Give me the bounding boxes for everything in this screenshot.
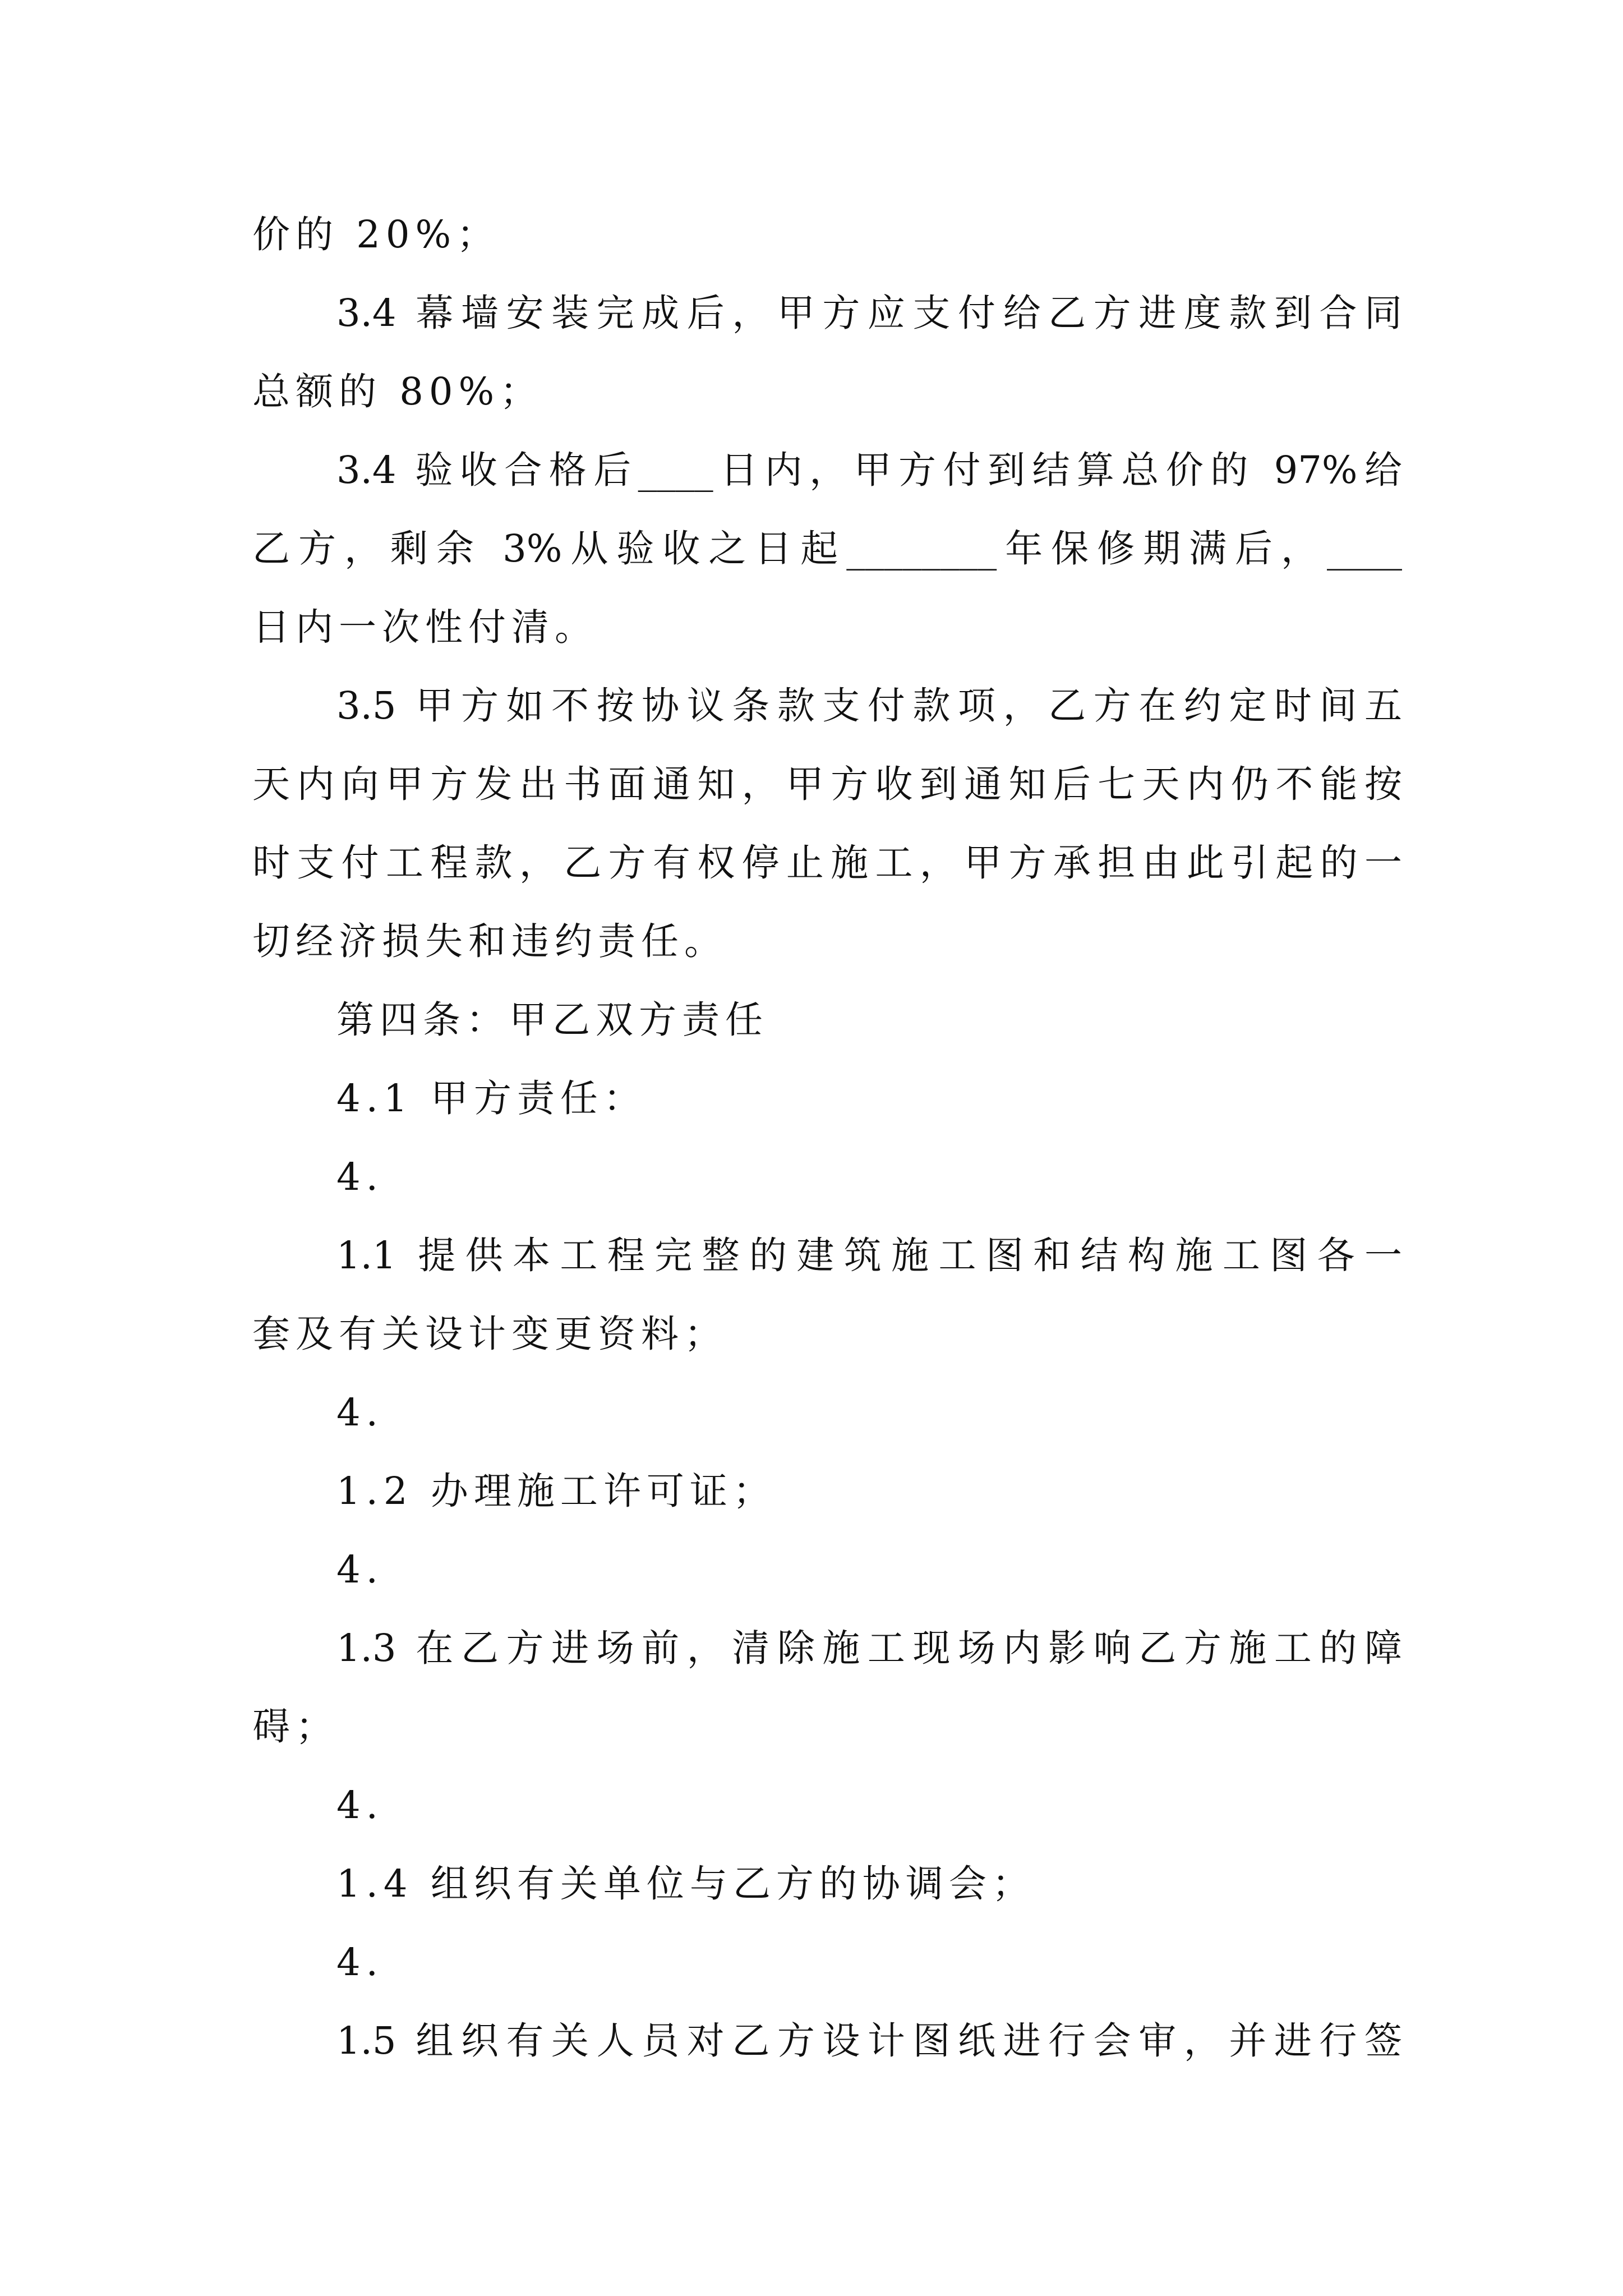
text-line-3: 总额的 80%； [252,370,543,413]
text-line-8: 天内向甲方发出书面通知，甲方收到通知后七天内仍不能按 [252,762,1402,806]
text-line-9: 时支付工程款，乙方有权停止施工，甲方承担由此引起的一 [252,841,1402,885]
text-line-15: 套及有关设计变更资料； [252,1312,727,1356]
text-line-16: 4. [336,1391,384,1434]
text-line-1: 价的 20%； [252,213,500,256]
text-line-6: 日内一次性付清。 [252,605,598,649]
text-line-21: 4. [336,1783,384,1827]
text-line-7: 3.5 甲方如不按协议条款支付款项，乙方在约定时间五 [336,684,1402,728]
text-line-5: 乙方，剩余 3%从验收之日起________年保修期满后，____ [252,527,1402,570]
text-line-19: 1.3 在乙方进场前，清除施工现场内影响乙方施工的障 [336,1626,1402,1670]
text-line-4: 3.4 验收合格后____日内，甲方付到结算总价的 97%给 [336,448,1402,492]
text-line-17: 1.2 办理施工许可证； [336,1469,776,1513]
text-line-13: 4. [336,1155,384,1199]
text-line-23: 4. [336,1940,384,1984]
text-line-12: 4.1 甲方责任： [336,1076,647,1120]
text-line-24: 1.5 组织有关人员对乙方设计图纸进行会审，并进行签 [336,2019,1402,2063]
text-line-20: 碍； [252,1705,339,1749]
text-line-18: 4. [336,1548,384,1591]
text-line-2: 3.4 幕墙安装完成后，甲方应支付给乙方进度款到合同 [336,291,1402,335]
text-line-14: 1.1 提供本工程完整的建筑施工图和结构施工图各一 [336,1234,1402,1277]
text-line-22: 1.4 组织有关单位与乙方的协调会； [336,1862,1035,1906]
section-heading: 第四条：甲乙双方责任 [336,998,768,1042]
text-line-10: 切经济损失和违约责任。 [252,919,727,963]
